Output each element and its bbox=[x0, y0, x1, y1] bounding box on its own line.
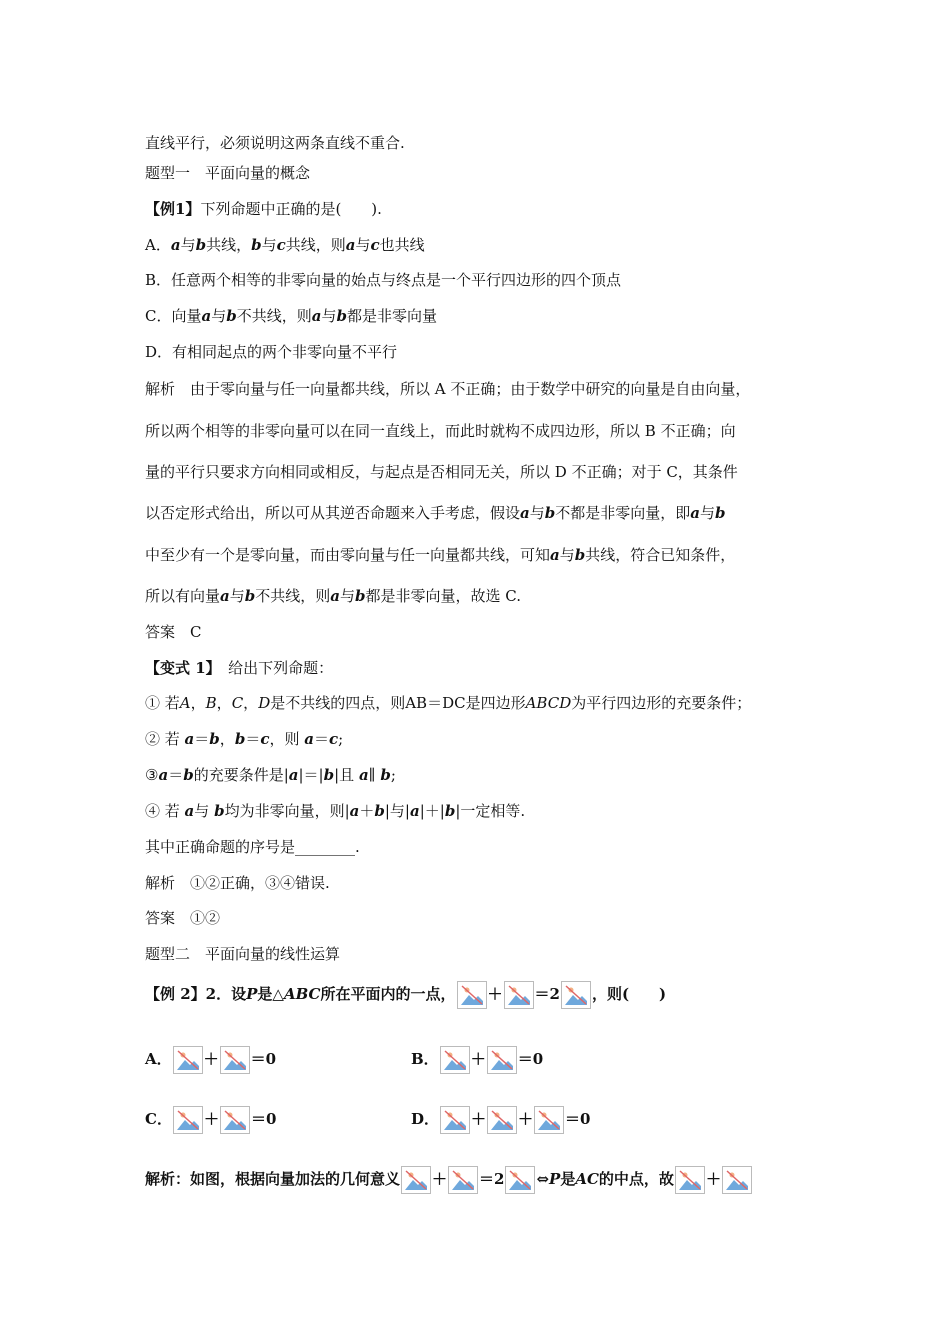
vector-symbol: a bbox=[288, 766, 299, 784]
text: 与 bbox=[700, 504, 716, 522]
text: ① 若 bbox=[145, 694, 180, 712]
option-a bbox=[145, 235, 425, 255]
text: ＝0 bbox=[517, 1050, 544, 1068]
text: ＋ bbox=[203, 1110, 219, 1128]
vector-symbol: b bbox=[715, 504, 726, 522]
text: 是不共线的四点，则AB＝DC是四边形 bbox=[270, 694, 526, 712]
text: 2．设 bbox=[205, 985, 247, 1003]
variant-1-prompt: 其中正确命题的序号是________. bbox=[145, 838, 360, 856]
text: ＝2 bbox=[534, 985, 560, 1003]
text: 与 bbox=[229, 587, 245, 605]
vector-symbol: b bbox=[323, 766, 335, 784]
variant-1-solution: 解析 ①②正确，③④错误. bbox=[145, 874, 330, 892]
solution-line-1: 解析 由于零向量与任一向量都共线，所以 A 不正确；由于数学中研究的向量是自由向量， bbox=[145, 380, 751, 398]
text: 的充要条件是| bbox=[193, 766, 289, 784]
vector-symbol: b bbox=[214, 802, 225, 820]
text: B． bbox=[411, 1050, 439, 1068]
text: ， bbox=[190, 694, 206, 712]
text: |一定相等. bbox=[455, 802, 526, 820]
solution-line-4 bbox=[145, 503, 726, 523]
vector-symbol: c bbox=[276, 236, 286, 254]
vector-symbol: b bbox=[374, 802, 385, 820]
vector-symbol: c bbox=[370, 236, 380, 254]
text: ＝ bbox=[194, 730, 210, 748]
vector-symbol: b bbox=[574, 546, 586, 564]
vector-symbol: b bbox=[251, 236, 262, 254]
example-1-question bbox=[145, 199, 382, 219]
text: ＋ bbox=[470, 1050, 486, 1068]
text: ; bbox=[390, 766, 396, 784]
text: ② 若 bbox=[145, 730, 185, 748]
vector-symbol: b bbox=[355, 587, 366, 605]
proposition-3 bbox=[145, 765, 396, 785]
quadrilateral-label: ABCD bbox=[525, 694, 572, 712]
variant-1-answer: 答案 ①② bbox=[145, 909, 221, 927]
text: ＝ bbox=[313, 730, 329, 748]
text: ， bbox=[216, 694, 232, 712]
solution-line-2: 所以两个相等的非零向量可以在同一直线上，而此时就构不成四边形，所以 B 不正确；向 bbox=[145, 422, 736, 440]
vector-symbol: a bbox=[358, 766, 369, 784]
section-heading-1: 题型一 平面向量的概念 bbox=[145, 164, 311, 182]
vector-symbol: a bbox=[311, 307, 322, 325]
text: |＝| bbox=[298, 766, 324, 784]
text: 中至少有一个是零向量，而由零向量与任一向量都共线，可知 bbox=[145, 546, 551, 564]
point-label: B bbox=[205, 694, 217, 712]
text: ＋ bbox=[518, 1110, 534, 1128]
text: ＋ bbox=[705, 1170, 721, 1188]
vector-symbol: a bbox=[550, 546, 560, 564]
vector-symbol: b bbox=[183, 766, 194, 784]
text: |且 bbox=[334, 766, 359, 784]
paragraph-intro: 直线平行，必须说明这两条直线不重合. bbox=[145, 134, 405, 152]
vector-symbol: a bbox=[184, 802, 195, 820]
vector-symbol: a bbox=[345, 236, 356, 254]
broken-image-icon bbox=[561, 981, 591, 1009]
broken-image-icon bbox=[675, 1166, 705, 1194]
text: 不共线，则 bbox=[236, 307, 312, 325]
solution-line-6 bbox=[145, 586, 521, 606]
vector-symbol: b bbox=[209, 730, 220, 748]
solution-line-5 bbox=[145, 545, 735, 565]
vector-symbol: a bbox=[409, 802, 420, 820]
text: 所以有向量 bbox=[145, 587, 221, 605]
point-label: A bbox=[179, 694, 191, 712]
text: 的中点，故 bbox=[598, 1170, 674, 1188]
text: ＝2 bbox=[479, 1170, 505, 1188]
question-text: 下列命题中正确的是( ). bbox=[200, 200, 382, 218]
text: ③ bbox=[145, 766, 159, 784]
text: ＝0 bbox=[565, 1110, 591, 1128]
broken-image-icon bbox=[440, 1106, 470, 1134]
ex2-option-c bbox=[145, 1105, 276, 1134]
text: ，则( ) bbox=[591, 985, 667, 1003]
text: 给出下列命题： bbox=[213, 659, 334, 677]
text: ＋ bbox=[487, 985, 503, 1003]
point-label: P bbox=[549, 1170, 561, 1188]
option-d: D．有相同起点的两个非零向量不平行 bbox=[145, 343, 398, 361]
proposition-4 bbox=[145, 801, 525, 821]
example-2-question bbox=[145, 980, 666, 1009]
vector-symbol: a bbox=[184, 730, 195, 748]
broken-image-icon bbox=[173, 1046, 203, 1074]
text: 均为非零向量，则| bbox=[224, 802, 350, 820]
variant-1-question bbox=[145, 658, 333, 678]
text: C．向量 bbox=[145, 307, 202, 325]
text: C． bbox=[145, 1110, 172, 1128]
option-b: B．任意两个相等的非零向量的始点与终点是一个平行四边形的四个顶点 bbox=[145, 271, 622, 289]
text: 是△ bbox=[257, 985, 284, 1003]
vector-symbol: a bbox=[349, 802, 360, 820]
vector-symbol: a bbox=[330, 587, 341, 605]
vector-symbol: a bbox=[201, 307, 212, 325]
text: 为平行四边形的充要条件； bbox=[571, 694, 752, 712]
text: ，则 bbox=[269, 730, 305, 748]
broken-image-icon bbox=[722, 1166, 752, 1194]
text: 与 bbox=[529, 504, 545, 522]
vector-symbol: b bbox=[244, 587, 256, 605]
option-c bbox=[145, 306, 437, 326]
text: ＝0 bbox=[250, 1050, 277, 1068]
broken-image-icon bbox=[487, 1106, 517, 1134]
ex2-option-a bbox=[145, 1045, 276, 1074]
broken-image-icon bbox=[220, 1046, 250, 1074]
point-label: C bbox=[231, 694, 244, 712]
section-heading-2: 题型二 平面向量的线性运算 bbox=[145, 945, 341, 963]
text: 共线，则 bbox=[285, 236, 346, 254]
text: |＋| bbox=[419, 802, 445, 820]
vector-symbol: a bbox=[304, 730, 314, 748]
text: 与 bbox=[194, 802, 215, 820]
text: D． bbox=[411, 1110, 440, 1128]
broken-image-icon bbox=[534, 1106, 564, 1134]
vector-symbol: b bbox=[195, 236, 207, 254]
proposition-2 bbox=[145, 729, 343, 749]
text: 与 bbox=[261, 236, 277, 254]
vector-symbol: b bbox=[544, 504, 556, 522]
text: ， bbox=[219, 730, 235, 748]
text: ， bbox=[243, 694, 259, 712]
variant-tag: 【变式 1】 bbox=[145, 659, 214, 677]
vector-symbol: a bbox=[170, 236, 181, 254]
triangle-label: ABC bbox=[283, 985, 321, 1003]
segment-label: AC bbox=[575, 1170, 599, 1188]
text: |与| bbox=[384, 802, 410, 820]
broken-image-icon bbox=[173, 1106, 203, 1134]
vector-symbol: a bbox=[220, 587, 230, 605]
text: ＋ bbox=[432, 1170, 448, 1188]
text: 以否定形式给出，所以可从其逆否命题来入手考虑，假设 bbox=[145, 504, 521, 522]
text: 共线，符合已知条件， bbox=[585, 546, 736, 564]
text: 也共线 bbox=[379, 236, 425, 254]
text: ＝0 bbox=[250, 1110, 277, 1128]
vector-symbol: c bbox=[329, 730, 339, 748]
point-label: P bbox=[246, 985, 258, 1003]
vector-symbol: b bbox=[226, 307, 237, 325]
text: ＋ bbox=[203, 1050, 219, 1068]
text: 都是非零向量，故选 C. bbox=[365, 587, 522, 605]
text: 与 bbox=[355, 236, 371, 254]
broken-image-icon bbox=[487, 1046, 517, 1074]
answer-1: 答案 C bbox=[145, 623, 202, 641]
text: ∥ bbox=[368, 766, 381, 784]
solution-line-3: 量的平行只要求方向相同或相反，与起点是否相同无关，所以 D 不正确；对于 C，其条件 bbox=[145, 463, 738, 481]
vector-symbol: c bbox=[260, 730, 270, 748]
vector-symbol: a bbox=[690, 504, 701, 522]
vector-symbol: a bbox=[520, 504, 530, 522]
text: A． bbox=[145, 1050, 172, 1068]
vector-symbol: a bbox=[158, 766, 169, 784]
text: 共线， bbox=[206, 236, 252, 254]
broken-image-icon bbox=[504, 981, 534, 1009]
text: ＋ bbox=[471, 1110, 487, 1128]
broken-image-icon bbox=[440, 1046, 470, 1074]
broken-image-icon bbox=[457, 981, 487, 1009]
text: 是 bbox=[560, 1170, 576, 1188]
text: ＝ bbox=[245, 730, 261, 748]
text: A． bbox=[145, 236, 171, 254]
example-2-solution bbox=[145, 1165, 753, 1194]
point-label: D bbox=[258, 694, 271, 712]
text: 与 bbox=[340, 587, 356, 605]
broken-image-icon bbox=[220, 1106, 250, 1134]
example-tag: 【例1】 bbox=[145, 200, 201, 218]
text: ④ 若 bbox=[145, 802, 185, 820]
text: ⇔ bbox=[536, 1170, 550, 1188]
vector-symbol: b bbox=[234, 730, 246, 748]
text: ; bbox=[338, 730, 344, 748]
text: 都是非零向量 bbox=[347, 307, 438, 325]
text: 解析：如图，根据向量加法的几何意义 bbox=[145, 1170, 401, 1188]
broken-image-icon bbox=[448, 1166, 478, 1194]
ex2-option-b bbox=[411, 1045, 543, 1074]
text: 与 bbox=[180, 236, 196, 254]
text: ＝ bbox=[168, 766, 184, 784]
broken-image-icon bbox=[505, 1166, 535, 1194]
vector-symbol: b bbox=[380, 766, 391, 784]
text: ＋ bbox=[359, 802, 375, 820]
text: 与 bbox=[559, 546, 575, 564]
example-tag: 【例 2】 bbox=[145, 985, 206, 1003]
ex2-option-d bbox=[411, 1105, 590, 1134]
text: 与 bbox=[211, 307, 227, 325]
text: 不都是非零向量，即 bbox=[555, 504, 691, 522]
text: 不共线，则 bbox=[255, 587, 331, 605]
broken-image-icon bbox=[401, 1166, 431, 1194]
proposition-1 bbox=[145, 693, 751, 713]
text: 所在平面内的一点， bbox=[320, 985, 456, 1003]
vector-symbol: b bbox=[444, 802, 456, 820]
text: 与 bbox=[321, 307, 337, 325]
vector-symbol: b bbox=[336, 307, 347, 325]
